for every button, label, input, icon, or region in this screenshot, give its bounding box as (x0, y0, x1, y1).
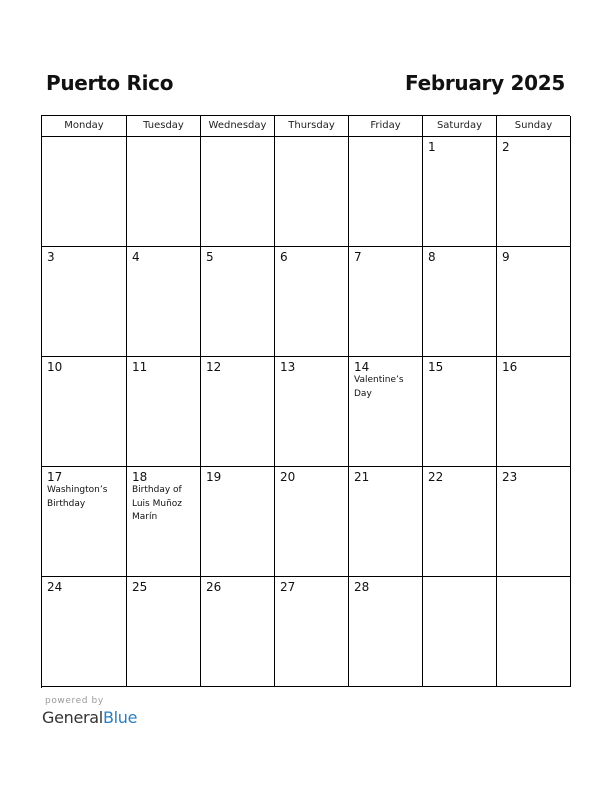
day-cell (275, 137, 349, 247)
brand-text-general: General (42, 708, 103, 727)
day-cell (349, 357, 423, 467)
calendar-grid (41, 115, 570, 688)
day-number: 9 (502, 250, 510, 264)
day-number: 26 (206, 580, 222, 594)
day-cell (349, 247, 423, 357)
weekday-header-thursday: Thursday (275, 116, 349, 137)
day-number: 6 (280, 250, 288, 264)
weekday-header-friday: Friday (349, 116, 423, 137)
brand-text-blue: Blue (102, 708, 138, 727)
day-cell (423, 467, 497, 577)
day-number: 27 (280, 580, 296, 594)
weekday-header-wednesday: Wednesday (201, 116, 275, 137)
day-cell (497, 577, 571, 687)
day-number: 23 (502, 470, 518, 484)
day-cell (42, 577, 127, 687)
weekday-header-tuesday: Tuesday (127, 116, 201, 137)
holiday-label: Birthday of Luis Muñoz Marín (132, 485, 183, 522)
day-number: 7 (354, 250, 362, 264)
powered-by-label: powered by (45, 696, 104, 706)
day-number: 3 (47, 250, 55, 264)
day-cell (127, 467, 201, 577)
day-cell (42, 467, 127, 577)
weekday-header-sunday: Sunday (497, 116, 571, 137)
day-cell (423, 577, 497, 687)
day-number: 11 (132, 360, 148, 374)
day-number: 16 (502, 360, 518, 374)
weekday-header-saturday: Saturday (423, 116, 497, 137)
day-number: 10 (47, 360, 63, 374)
day-number: 25 (132, 580, 148, 594)
day-cell (349, 577, 423, 687)
day-cell (423, 137, 497, 247)
generalblue-logo[interactable] (42, 708, 137, 727)
day-cell (497, 247, 571, 357)
day-cell (423, 357, 497, 467)
day-cell (42, 357, 127, 467)
day-number: 18 (132, 470, 148, 484)
holiday-label: Washington’s Birthday (47, 485, 108, 509)
day-cell (127, 357, 201, 467)
day-cell (497, 467, 571, 577)
day-number: 24 (47, 580, 63, 594)
day-number: 5 (206, 250, 214, 264)
day-cell (497, 357, 571, 467)
day-number: 17 (47, 470, 63, 484)
day-cell (201, 357, 275, 467)
day-cell (349, 137, 423, 247)
day-number: 22 (428, 470, 444, 484)
day-number: 13 (280, 360, 296, 374)
day-number: 19 (206, 470, 222, 484)
day-number: 8 (428, 250, 436, 264)
day-number: 20 (280, 470, 296, 484)
day-cell (275, 247, 349, 357)
day-cell (127, 247, 201, 357)
day-number: 2 (502, 140, 510, 154)
day-number: 12 (206, 360, 222, 374)
day-cell (275, 467, 349, 577)
day-cell (42, 247, 127, 357)
day-number: 15 (428, 360, 444, 374)
day-number: 21 (354, 470, 370, 484)
day-cell (423, 247, 497, 357)
day-cell (201, 577, 275, 687)
country-title: Puerto Rico (46, 71, 174, 95)
day-cell (201, 247, 275, 357)
day-cell (275, 577, 349, 687)
day-cell (275, 357, 349, 467)
day-cell (349, 467, 423, 577)
day-cell (201, 137, 275, 247)
day-cell (42, 137, 127, 247)
day-cell (127, 577, 201, 687)
day-number: 28 (354, 580, 370, 594)
month-year-title: February 2025 (405, 71, 565, 95)
day-cell (497, 137, 571, 247)
day-number: 4 (132, 250, 140, 264)
day-cell (127, 137, 201, 247)
day-number: 14 (354, 360, 370, 374)
day-number: 1 (428, 140, 436, 154)
weekday-header-monday: Monday (42, 116, 127, 137)
day-cell (201, 467, 275, 577)
holiday-label: Valentine’s Day (354, 375, 404, 399)
